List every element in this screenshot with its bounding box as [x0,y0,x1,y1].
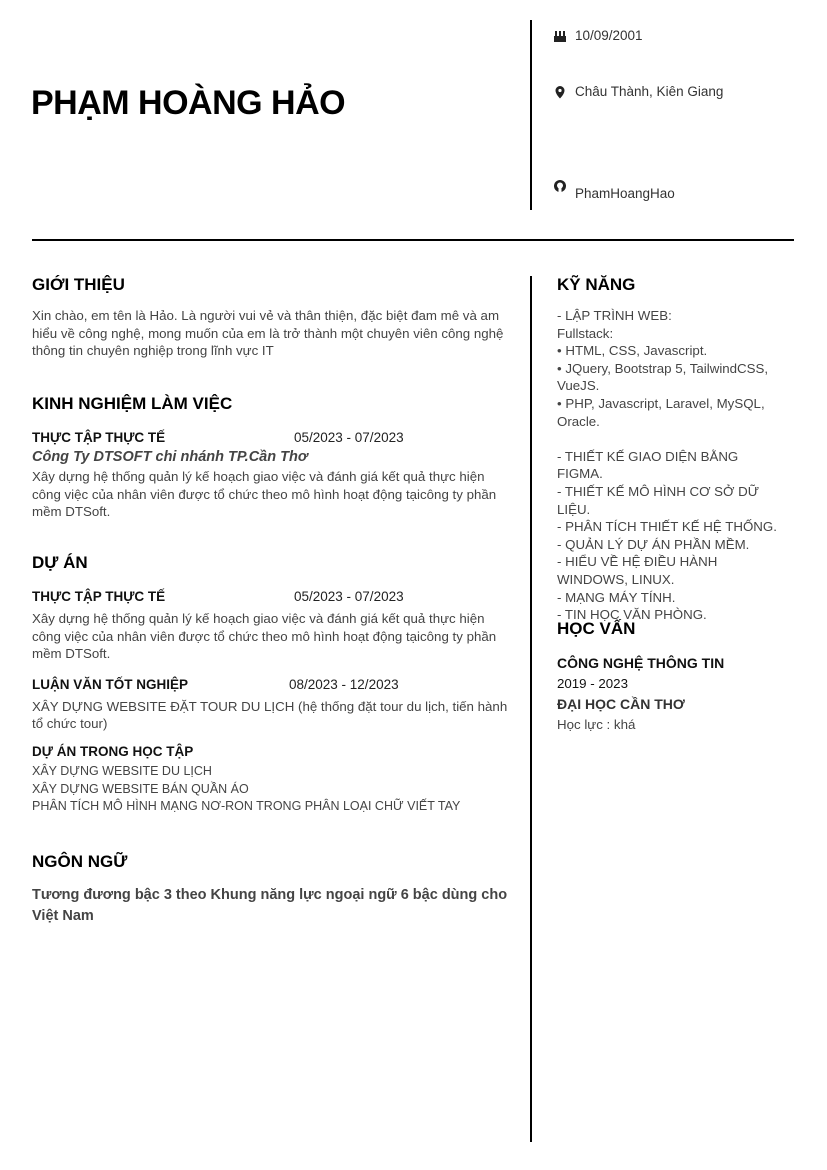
skills-heading: KỸ NĂNG [557,275,636,294]
column-divider [530,276,532,1142]
skill-line: - THIẾT KẾ MÔ HÌNH CƠ SỞ DỮ LIỆU. [557,483,760,517]
skill-line: • PHP, Javascript, Laravel, MySQL, Oracle. [557,395,765,429]
education-years: 2019 - 2023 [557,676,628,691]
education-grade: Học lực : khá [557,716,636,732]
language-section [32,852,522,927]
github-icon [553,179,567,193]
school-project-item: XÂY DỰNG WEBSITE BÁN QUẦN ÁO [32,781,249,796]
language-heading: NGÔN NGỮ [32,852,128,871]
school-project-item: PHÂN TÍCH MÔ HÌNH MẠNG NƠ-RON TRONG PHÂN LOẠI CHỮ VIẾT TAY [32,799,461,814]
skill-line: • JQuery, Bootstrap 5, TailwindCSS, VueJS. [557,360,769,394]
contact-address [553,84,723,99]
skill-line: • HTML, CSS, Javascript. [557,343,708,359]
map-pin-icon [553,85,567,99]
intro-text: Xin chào, em tên là Hảo. Là người vui vẻ và thân thiện, đặc biệt đam mê và am hiểu về công nghệ, mong muốn của em là trở thành một chuyên viên công nghệ thông tin chuyên nghiệp trong lĩnh vực IT [32,308,504,359]
skill-line: Fullstack: [557,325,614,341]
project-text: Xây dựng hệ thống quản lý kế hoạch giao việc và đánh giá kết quả thực hiện công việc của nhân viên được tổ chức theo mô hình hoạt động tạicông ty phần mềm DTSoft. [32,611,497,662]
education-section [557,619,787,733]
education-major: CÔNG NGHỆ THÔNG TIN [557,655,725,671]
school-project-item: XÂY DỰNG WEBSITE DU LỊCH [32,763,212,778]
experience-company: Công Ty DTSOFT chi nhánh TP.Cần Thơ [32,449,308,465]
skill-line: - TIN HỌC VĂN PHÒNG. [557,607,707,623]
header-separator [32,239,794,241]
project-name: LUẬN VĂN TỐT NGHIỆP [32,676,189,692]
project-name: THỰC TẬP THỰC TẾ [32,589,166,604]
birthday-text: 10/09/2001 [575,28,643,43]
language-text: Tương đương bậc 3 theo Khung năng lực ngoại ngữ 6 bậc dùng cho Việt Nam [32,887,508,924]
education-heading: HỌC VẤN [557,619,636,638]
project-text: XÂY DỰNG WEBSITE ĐẶT TOUR DU LỊCH (hệ thống đặt tour du lịch, tiến hành tổ chức tour) [32,698,508,732]
project-date: 08/2023 - 12/2023 [289,676,399,692]
skill-line: - HIỂU VỀ HỆ ĐIỀU HÀNH WINDOWS, LINUX. [557,554,718,587]
skill-line: - PHÂN TÍCH THIẾT KẾ HỆ THỐNG. [557,519,777,535]
contact-github[interactable] [553,178,675,201]
skill-line: - QUẢN LÝ DỰ ÁN PHẦN MỀM. [557,536,750,552]
birthday-cake-icon [553,29,567,43]
candidate-name: PHẠM HOÀNG HẢO [31,84,346,122]
header-divider [530,20,532,210]
education-school: ĐẠI HỌC CẦN THƠ [557,695,685,712]
intro-section [32,275,514,360]
intro-heading: GIỚI THIỆU [32,275,125,294]
skill-line: - LẬP TRÌNH WEB: [557,308,672,323]
skills-section [557,275,787,624]
skill-line: - THIẾT KẾ GIAO DIỆN BẰNG FIGMA. [557,448,739,482]
contact-birthday [553,28,643,43]
skill-line [557,430,787,448]
projects-section [32,553,514,816]
experience-heading: KINH NGHIỆM LÀM VIỆC [32,394,233,413]
experience-role: THỰC TẬP THỰC TẾ [32,430,166,445]
github-username[interactable]: PhamHoangHao [575,186,675,201]
experience-date: 05/2023 - 07/2023 [294,430,404,445]
school-projects-heading: DỰ ÁN TRONG HỌC TẬP [32,743,194,759]
skill-line: - MẠNG MÁY TÍNH. [557,589,676,605]
address-text: Châu Thành, Kiên Giang [575,84,724,99]
projects-heading: DỰ ÁN [32,553,88,572]
project-date: 05/2023 - 07/2023 [294,589,404,604]
experience-section [32,394,514,521]
experience-text: Xây dựng hệ thống quản lý kế hoạch giao việc và đánh giá kết quả thực hiện công việc của nhân viên được tổ chức theo mô hình hoạt động tạicông ty phần mềm DTSoft. [32,469,497,520]
